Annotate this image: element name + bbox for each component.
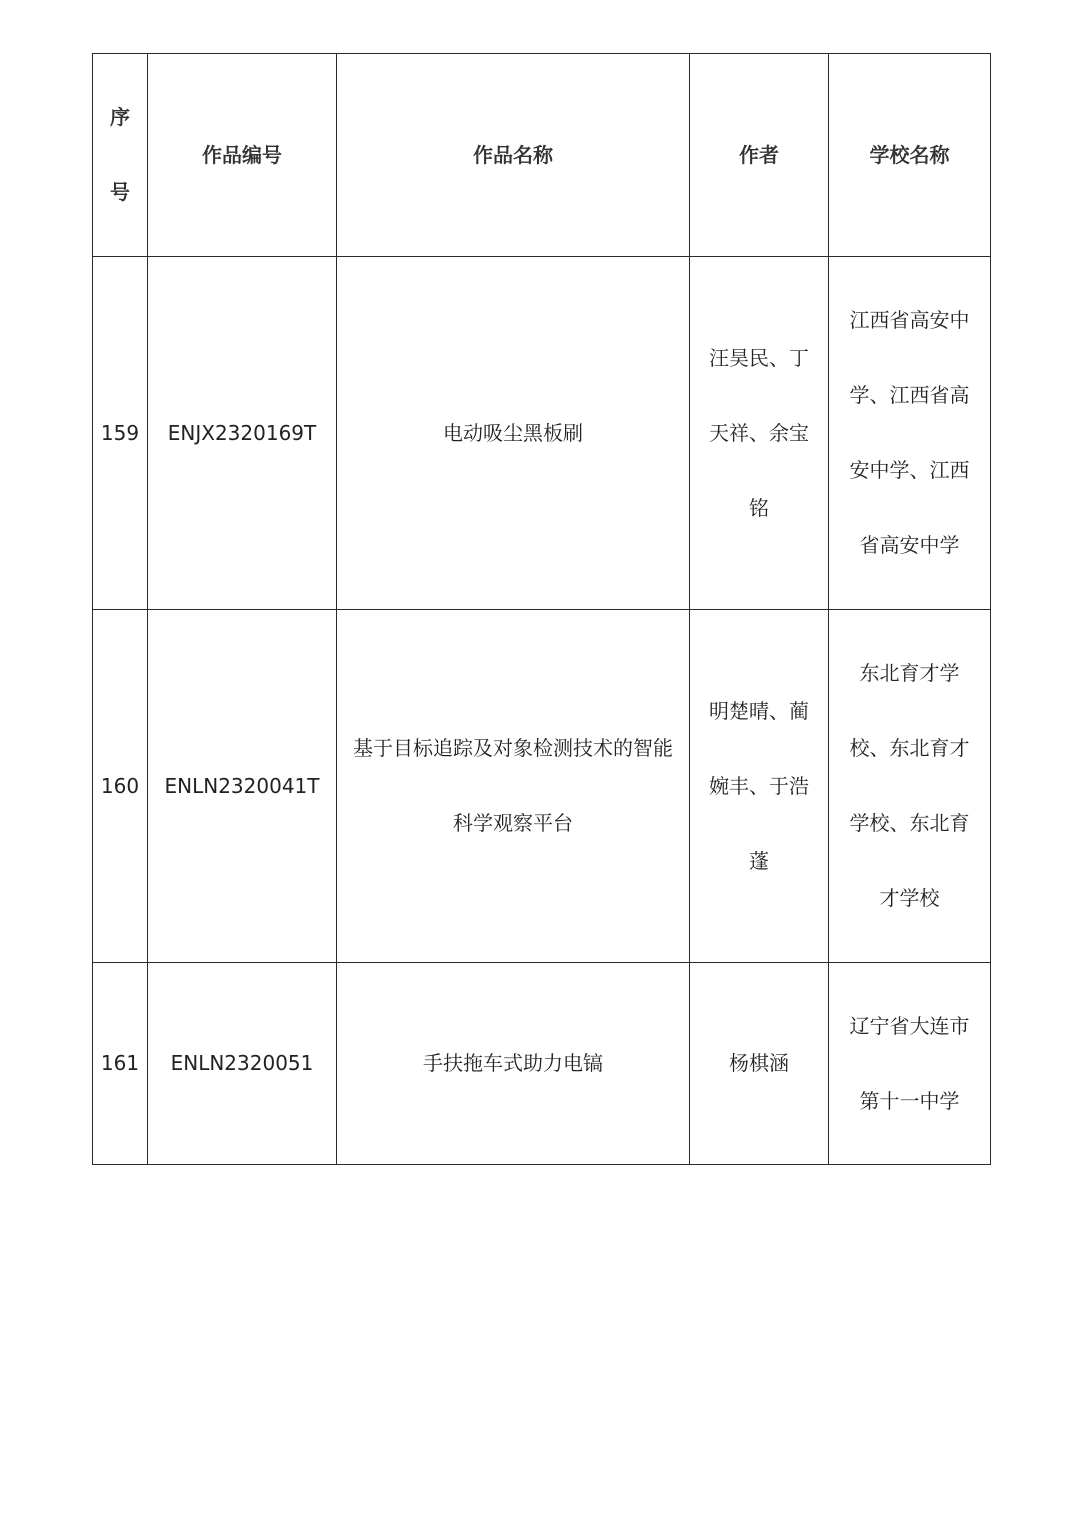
row-title: 基于目标追踪及对象检测技术的智能科学观察平台 [337,610,690,963]
row-school: 东北育才学校、东北育才学校、东北育才学校 [829,610,991,963]
row-title: 电动吸尘黑板刷 [337,257,690,610]
row-school: 江西省高安中学、江西省高安中学、江西省高安中学 [829,257,991,610]
row-code: ENLN2320041T [148,610,337,963]
table-row [93,963,991,1165]
row-author: 明楚晴、蔺婉丰、于浩蓬 [690,610,829,963]
row-seq: 159 [93,257,148,610]
header-title: 作品名称 [337,54,690,257]
header-author: 作者 [690,54,829,257]
award-list-table [92,53,991,1165]
row-code: ENJX2320169T [148,257,337,610]
table-header-row [93,54,991,257]
table-row [93,257,991,610]
header-seq: 序号 [93,54,148,257]
row-school: 辽宁省大连市第十一中学 [829,963,991,1165]
row-author: 汪昊民、丁天祥、余宝铭 [690,257,829,610]
table-row [93,610,991,963]
row-code: ENLN2320051 [148,963,337,1165]
row-seq: 160 [93,610,148,963]
header-code: 作品编号 [148,54,337,257]
row-seq: 161 [93,963,148,1165]
row-author: 杨棋涵 [690,963,829,1165]
row-title: 手扶拖车式助力电镐 [337,963,690,1165]
header-school: 学校名称 [829,54,991,257]
